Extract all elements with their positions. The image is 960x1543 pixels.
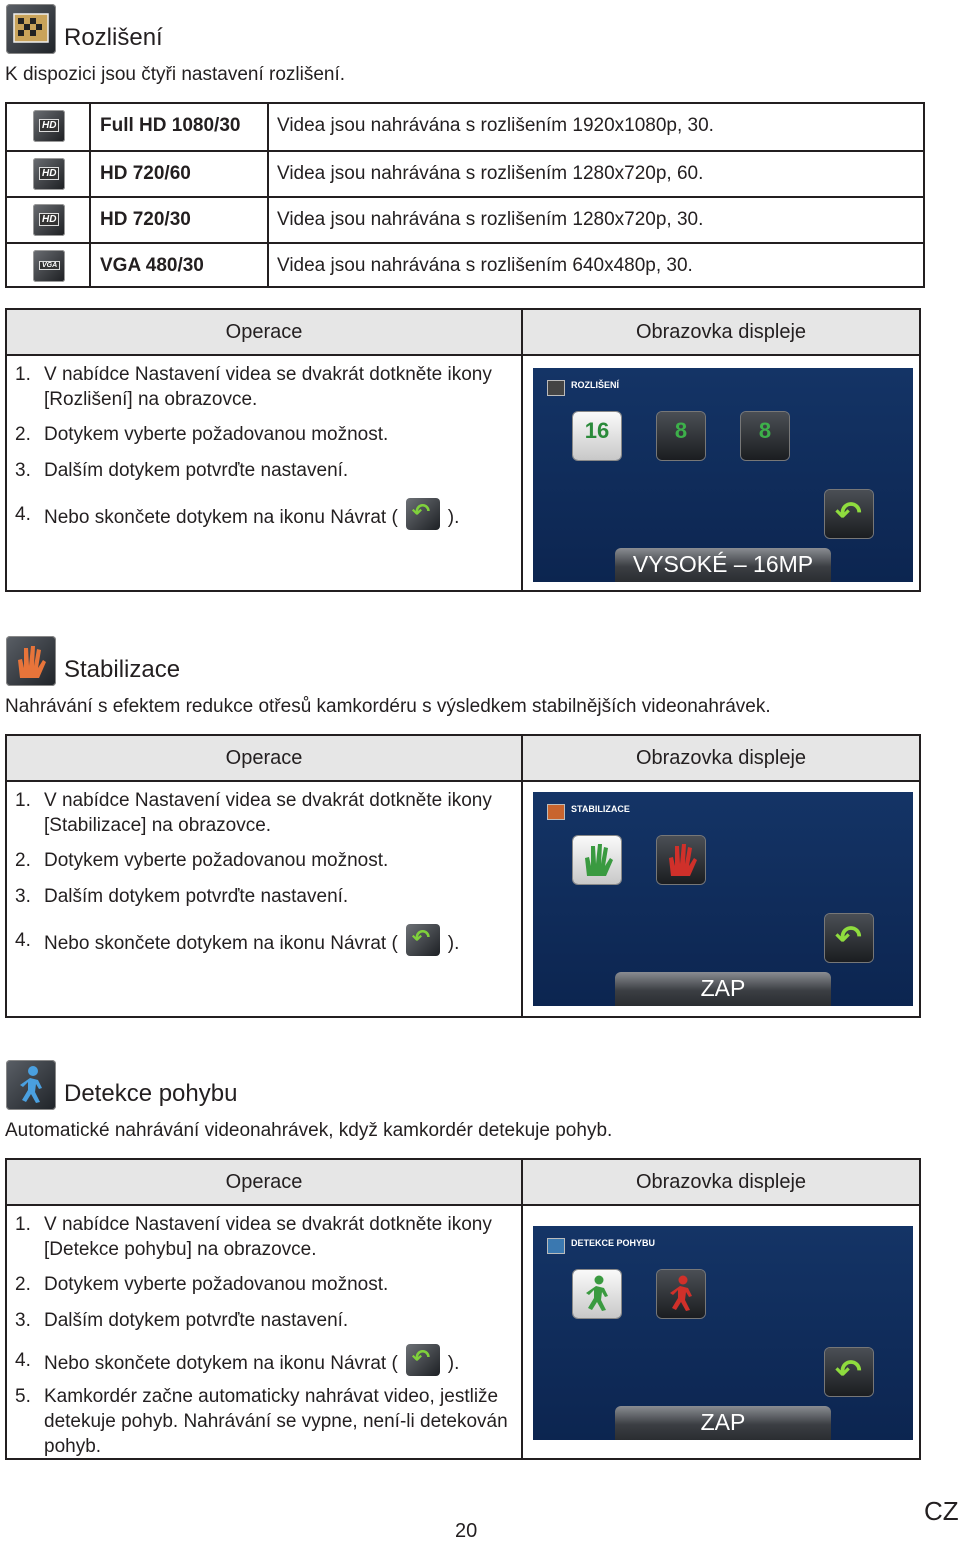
operation-header: Operace [7, 736, 523, 780]
display-header: Obrazovka displeje [635, 321, 807, 343]
table-row [7, 104, 923, 150]
back-icon [406, 498, 440, 530]
screen-title: DETEKCE POHYBU [571, 1238, 656, 1248]
resolution-name: Full HD 1080/30 [91, 104, 269, 150]
step-2: 2. Dotykem vyberte požadovanou možnost. [15, 424, 389, 445]
status-bar: ZAP [615, 1406, 831, 1440]
step-4: 4. Nebo skončete dotykem na ikonu Návrat (↶ ). [15, 928, 515, 953]
resolution-screen [533, 368, 913, 582]
language-code: CZ [924, 1496, 959, 1526]
resolution-desc: Videa jsou nahrávána s rozlišením 640x480p, 30. [277, 255, 693, 276]
resolution-description: K dispozici jsou čtyři nastavení rozlišení. [5, 64, 346, 85]
motion-title: Detekce pohybu [64, 1080, 238, 1107]
stabilization-small-icon [547, 804, 565, 820]
step-5: 5. Kamkordér začne automaticky nahrávat video, jestliže detekuje pohyb. Nahrávání se vypne, není-li detekován pohyb. [15, 1386, 508, 1457]
display-header: Obrazovka displeje [635, 1171, 807, 1193]
stabilization-description: Nahrávání s efektem redukce otřesů kamkordéru s výsledkem stabilnějších videonahrávek. [5, 696, 771, 717]
resolution-desc: Videa jsou nahrávána s rozlišením 1280x720p, 60. [277, 163, 704, 184]
resolution-title: Rozlišení [64, 24, 163, 51]
step-2: 2. Dotykem vyberte požadovanou možnost. [15, 850, 389, 871]
resolution-small-icon [547, 380, 565, 396]
option-16mp[interactable]: 16 [573, 412, 621, 460]
operation-header: Operace [7, 1160, 523, 1204]
motion-screen [533, 1226, 913, 1440]
step-3: 3. Dalším dotykem potvrďte nastavení. [15, 1310, 349, 1331]
option-8mp[interactable]: 8 [657, 412, 705, 460]
step-3: 3. Dalším dotykem potvrďte nastavení. [15, 460, 349, 481]
step-4: 4. Nebo skončete dotykem na ikonu Návrat (↶ ). [15, 1348, 515, 1373]
motion-description: Automatické nahrávání videonahrávek, když kamkordér detekuje pohyb. [5, 1120, 613, 1141]
resolution-desc: Videa jsou nahrávána s rozlišením 1280x720p, 30. [277, 209, 704, 230]
back-button[interactable] [825, 914, 873, 962]
green-runner-icon [573, 1270, 621, 1318]
motion-off-option[interactable] [657, 1270, 705, 1318]
table-row [7, 242, 923, 288]
stabilization-off-option[interactable] [657, 836, 705, 884]
table-row [7, 150, 923, 196]
hd-720-30-icon: HD [33, 204, 65, 236]
back-icon [406, 1344, 440, 1376]
display-header: Obrazovka displeje [635, 747, 807, 769]
motion-section-icon [6, 1060, 56, 1110]
hd-720-60-icon: HD [33, 158, 65, 190]
status-bar: ZAP [615, 972, 831, 1006]
screen-title: ROZLIŠENÍ [571, 380, 620, 390]
resolution-desc: Videa jsou nahrávána s rozlišením 1920x1080p, 30. [277, 115, 714, 136]
motion-operation-table [5, 1158, 921, 1460]
resolution-operation-table [5, 308, 921, 592]
back-button[interactable] [825, 1348, 873, 1396]
back-icon [406, 924, 440, 956]
resolution-name: VGA 480/30 [91, 244, 269, 288]
stabilization-title: Stabilizace [64, 656, 181, 683]
stabilization-screen [533, 792, 913, 1006]
table-row [7, 196, 923, 242]
step-4: 4. Nebo skončete dotykem na ikonu Návrat (↶ ). [15, 502, 515, 527]
red-runner-icon [657, 1270, 705, 1318]
step-1: 1. V nabídce Nastavení videa se dvakrát dotkněte ikony [Rozlišení] na obrazovce. [15, 364, 492, 410]
resolution-options-table [5, 102, 925, 288]
operation-header: Operace [7, 310, 523, 354]
red-hand-icon [657, 836, 705, 884]
status-bar: VYSOKÉ – 16MP [615, 548, 831, 582]
motion-on-option[interactable] [573, 1270, 621, 1318]
back-button[interactable] [825, 490, 873, 538]
resolution-section-icon [6, 4, 56, 54]
page-number: 20 [455, 1520, 478, 1542]
full-hd-icon: HD [33, 110, 65, 142]
stabilization-operation-table [5, 734, 921, 1018]
resolution-name: HD 720/60 [91, 152, 269, 196]
vga-icon: VGA [33, 250, 65, 282]
green-hand-icon [573, 836, 621, 884]
step-2: 2. Dotykem vyberte požadovanou možnost. [15, 1274, 389, 1295]
resolution-name: HD 720/30 [91, 198, 269, 242]
step-1: 1. V nabídce Nastavení videa se dvakrát dotkněte ikony [Stabilizace] na obrazovce. [15, 790, 492, 836]
motion-small-icon [547, 1238, 565, 1254]
stabilization-on-option[interactable] [573, 836, 621, 884]
step-3: 3. Dalším dotykem potvrďte nastavení. [15, 886, 349, 907]
step-1: 1. V nabídce Nastavení videa se dvakrát dotkněte ikony [Detekce pohybu] na obrazovce. [15, 1214, 492, 1260]
option-8mp-2[interactable]: 8 [741, 412, 789, 460]
screen-title: STABILIZACE [571, 804, 630, 814]
stabilization-section-icon [6, 636, 56, 686]
